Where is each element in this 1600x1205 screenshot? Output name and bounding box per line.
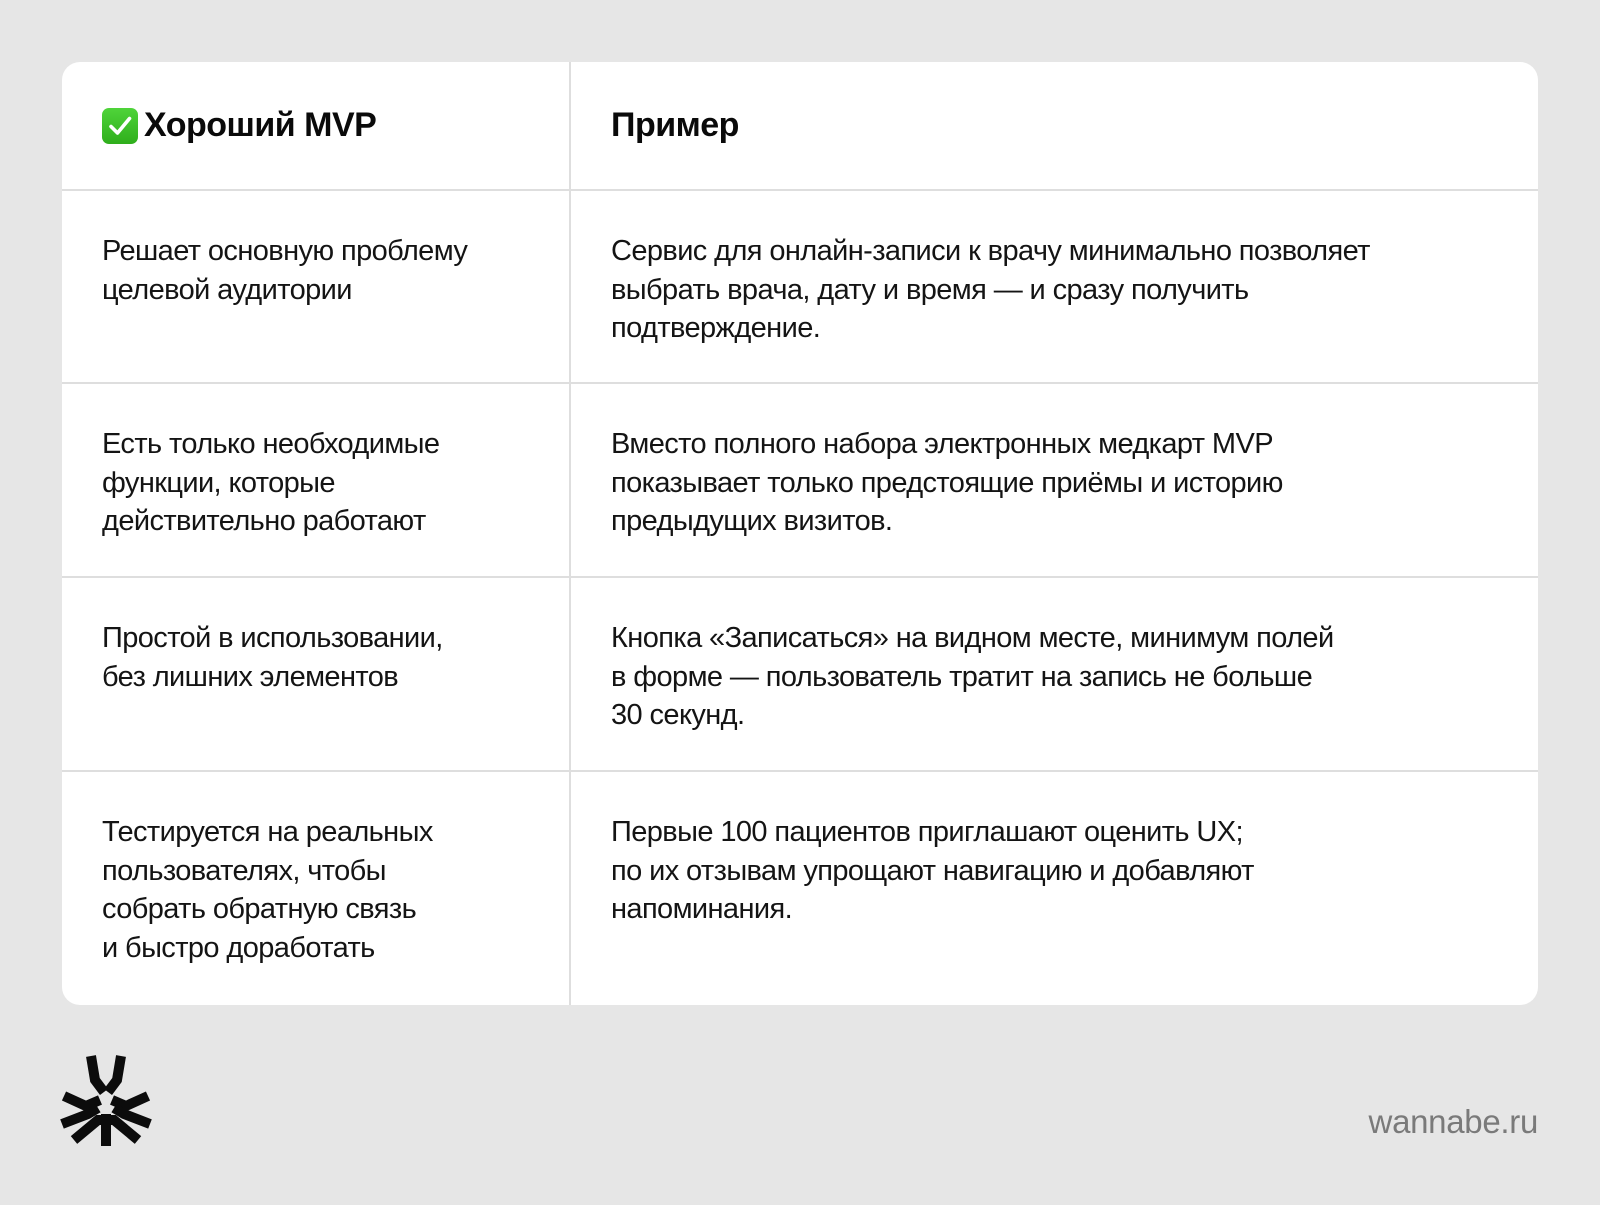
- text-line: Решает основную проблему: [102, 235, 468, 267]
- criterion-cell: [62, 578, 571, 772]
- text-line: Кнопка «Записаться» на видном месте, минимум полей: [611, 622, 1334, 654]
- text-line: без лишних элементов: [102, 660, 399, 693]
- text-line: собрать обратную связь: [102, 893, 417, 925]
- header-example: [571, 62, 1538, 191]
- example-cell: [571, 191, 1538, 384]
- text-line: Сервис для онлайн-записи к врачу минимально позволяет: [611, 235, 1370, 267]
- text-line: по их отзывам упрощают навигацию и добавляют: [611, 854, 1254, 887]
- text-line: предыдущих визитов.: [611, 505, 893, 537]
- criterion-cell: [62, 384, 571, 578]
- text-line: выбрать врача, дату и время — и сразу получить: [611, 273, 1249, 306]
- wannabe-logo-icon: [60, 1052, 152, 1146]
- text-line: пользователях, чтобы: [102, 854, 386, 887]
- text-line: целевой аудитории: [102, 273, 352, 306]
- check-mark-button-icon: [102, 108, 138, 144]
- text-line: Простой в использовании,: [102, 622, 443, 654]
- criterion-cell: [62, 772, 571, 1005]
- example-cell: [571, 578, 1538, 772]
- header-criterion: [62, 62, 571, 191]
- text-line: функции, которые: [102, 466, 335, 499]
- text-line: показывает только предстоящие приёмы и историю: [611, 466, 1283, 499]
- header-example-title: Пример: [611, 106, 739, 145]
- text-line: Тестируется на реальных: [102, 816, 433, 848]
- text-line: Есть только необходимые: [102, 428, 440, 460]
- text-line: 30 секунд.: [611, 699, 745, 731]
- text-line: напоминания.: [611, 893, 793, 925]
- text-line: Первые 100 пациентов приглашают оценить UX;: [611, 816, 1243, 848]
- example-cell: [571, 384, 1538, 578]
- site-url: wannabe.ru: [1368, 1103, 1538, 1140]
- text-line: Вместо полного набора электронных медкарт MVP: [611, 428, 1273, 460]
- text-line: в форме — пользователь тратит на запись не больше: [611, 660, 1313, 693]
- text-line: действительно работают: [102, 505, 426, 537]
- text-line: и быстро доработать: [102, 931, 375, 964]
- mvp-comparison-card: [62, 62, 1538, 1005]
- example-cell: [571, 772, 1538, 1005]
- criterion-cell: [62, 191, 571, 384]
- header-criterion-title: Хороший MVP: [144, 106, 377, 145]
- mvp-table: [62, 62, 1538, 1005]
- text-line: подтверждение.: [611, 312, 821, 344]
